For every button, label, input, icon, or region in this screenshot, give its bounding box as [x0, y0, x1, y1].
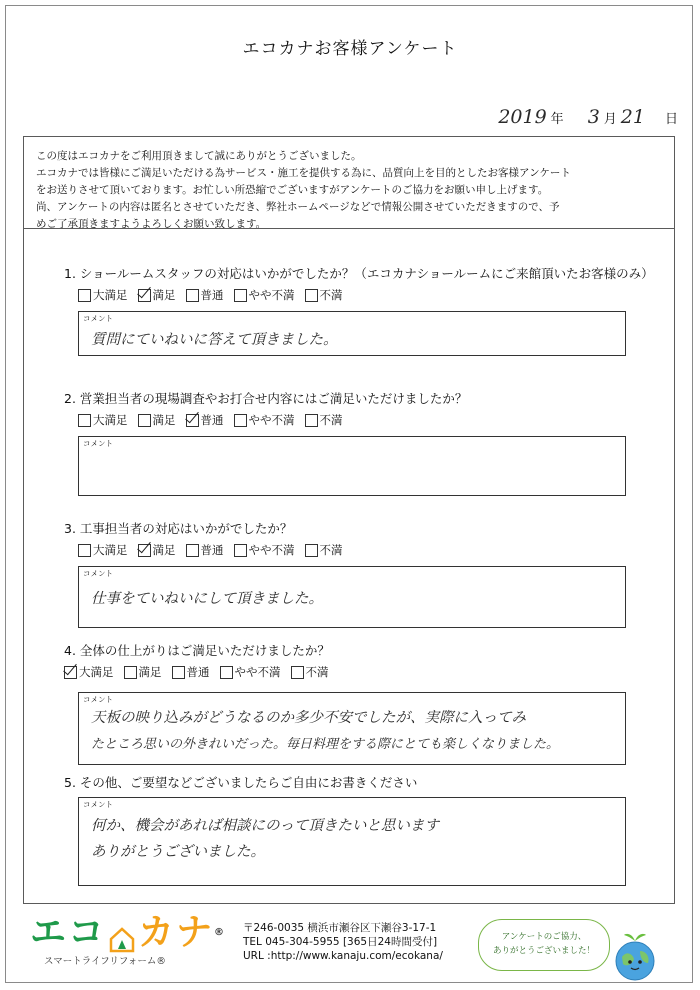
checkbox[interactable]	[186, 289, 199, 302]
ecokana-logo	[30, 911, 227, 971]
comment-line: 天板の映り込みがどうなるのか多少不安でしたが、実際に入ってみ	[91, 710, 526, 726]
date-year-unit: 年	[550, 112, 564, 127]
intro-text: この度はエコカナをご利用頂きまして誠にありがとうございました。 エコカナでは皆様にご満足いただける為サービス・施工を提供する為に、品質向上を目的としたお客様アンケート をお送りさせて頂いております。お忙しい所恐縮でございますがアンケートのご協力をお願い申し上げます。 尚、アンケートの内容は匿名とさせていただき、弊社ホームページなどで情報公開させていただきますので、予 めご了承頂きますようよろしくお願い致します。	[36, 150, 571, 230]
date-month-unit: 月	[603, 112, 617, 127]
checkbox[interactable]	[172, 666, 185, 679]
question-text: 1. ショールームスタッフの対応はいかがでしたか？（エコカナショールームにご来館頂いたお客様のみ）	[64, 266, 654, 281]
checkbox[interactable]	[305, 414, 318, 427]
checkbox[interactable]	[234, 289, 247, 302]
checkbox[interactable]	[138, 414, 151, 427]
comment-box[interactable]	[78, 311, 626, 356]
option-somewhat-dissatisfied[interactable]: やや不満	[234, 287, 295, 303]
checkbox[interactable]	[124, 666, 137, 679]
checkbox[interactable]	[291, 666, 304, 679]
comment-label: コメント	[83, 800, 113, 809]
survey-form	[23, 136, 675, 904]
footer	[0, 905, 700, 985]
rating-options	[64, 664, 339, 680]
option-satisfied[interactable]: 満足	[124, 664, 162, 680]
option-satisfied[interactable]: 満足	[138, 287, 176, 303]
date-year: 2019	[498, 106, 547, 128]
phone: TEL 045-304-5955 [365日24時間受付]	[243, 936, 438, 948]
comment-box[interactable]	[78, 566, 626, 628]
comment-line: ありがとうございました。	[91, 844, 265, 860]
checkbox[interactable]	[78, 414, 91, 427]
checkbox[interactable]	[78, 544, 91, 557]
date-month: 3	[587, 106, 600, 128]
logo-subtitle: スマートライフリフォーム®	[44, 956, 166, 967]
question-text: 5. その他、ご要望などございましたらご自由にお書きください	[64, 775, 418, 790]
option-normal[interactable]: 普通	[186, 412, 224, 428]
comment-box[interactable]	[78, 692, 626, 765]
website-url[interactable]: URL :http://www.kanaju.com/ecokana/	[243, 950, 443, 962]
checkbox[interactable]	[234, 544, 247, 557]
checkbox[interactable]	[305, 289, 318, 302]
option-somewhat-dissatisfied[interactable]: やや不満	[234, 542, 295, 558]
address: 〒246-0035 横浜市瀬谷区下瀬谷3-17-1	[243, 922, 437, 934]
comment-label: コメント	[83, 569, 113, 578]
page-title: エコカナお客様アンケート	[242, 39, 458, 59]
comment-line: たところ思いの外きれいだった。毎日料理をする際にとても楽しくなりました。	[91, 737, 560, 752]
contact-info	[243, 921, 443, 963]
date-day-unit: 日	[664, 112, 678, 127]
rating-options	[78, 287, 353, 303]
comment-label: コメント	[83, 439, 113, 448]
question-text: 4. 全体の仕上がりはご満足いただけましたか？	[64, 643, 330, 658]
option-very-satisfied[interactable]: 大満足	[64, 664, 114, 680]
logo-text-kana: カナ	[138, 912, 215, 953]
checkbox[interactable]	[78, 289, 91, 302]
option-dissatisfied[interactable]: 不満	[291, 664, 329, 680]
comment-label: コメント	[83, 695, 113, 704]
comment-line: 質問にていねいに答えて頂きました。	[91, 332, 338, 348]
logo-text-eco: エコ	[30, 912, 107, 953]
option-very-satisfied[interactable]: 大満足	[78, 412, 128, 428]
comment-line: 仕事をていねいにして頂きました。	[91, 591, 323, 607]
checkbox-checked[interactable]	[64, 666, 77, 679]
house-icon	[108, 920, 136, 948]
option-somewhat-dissatisfied[interactable]: やや不満	[234, 412, 295, 428]
survey-date	[498, 106, 678, 128]
checkbox[interactable]	[305, 544, 318, 557]
checkbox-checked[interactable]	[138, 289, 151, 302]
checkbox[interactable]	[186, 544, 199, 557]
option-very-satisfied[interactable]: 大満足	[78, 287, 128, 303]
rating-options	[78, 542, 353, 558]
checkbox-checked[interactable]	[138, 544, 151, 557]
option-normal[interactable]: 普通	[186, 287, 224, 303]
comment-box[interactable]	[78, 797, 626, 886]
option-normal[interactable]: 普通	[172, 664, 210, 680]
rating-options	[78, 412, 353, 428]
checkbox[interactable]	[234, 414, 247, 427]
option-dissatisfied[interactable]: 不満	[305, 287, 343, 303]
logo-reg-mark: ®	[214, 927, 227, 938]
option-satisfied[interactable]: 満足	[138, 542, 176, 558]
option-dissatisfied[interactable]: 不満	[305, 412, 343, 428]
option-very-satisfied[interactable]: 大満足	[78, 542, 128, 558]
comment-label: コメント	[83, 314, 113, 323]
question-text: 3. 工事担当者の対応はいかがでしたか？	[64, 521, 293, 536]
divider	[24, 228, 674, 229]
date-day: 21	[620, 106, 645, 128]
checkbox[interactable]	[220, 666, 233, 679]
option-dissatisfied[interactable]: 不満	[305, 542, 343, 558]
option-somewhat-dissatisfied[interactable]: やや不満	[220, 664, 281, 680]
question-text: 2. 営業担当者の現場調査やお打合せ内容にはご満足いただけましたか？	[64, 391, 468, 406]
comment-box[interactable]	[78, 436, 626, 496]
option-satisfied[interactable]: 満足	[138, 412, 176, 428]
thanks-bubble: アンケートのご協力、 ありがとうございました！	[478, 919, 610, 971]
option-normal[interactable]: 普通	[186, 542, 224, 558]
comment-line: 何か、機会があれば相談にのって頂きたいと思います	[91, 818, 439, 834]
checkbox-checked[interactable]	[186, 414, 199, 427]
globe-mascot-icon	[610, 929, 660, 983]
